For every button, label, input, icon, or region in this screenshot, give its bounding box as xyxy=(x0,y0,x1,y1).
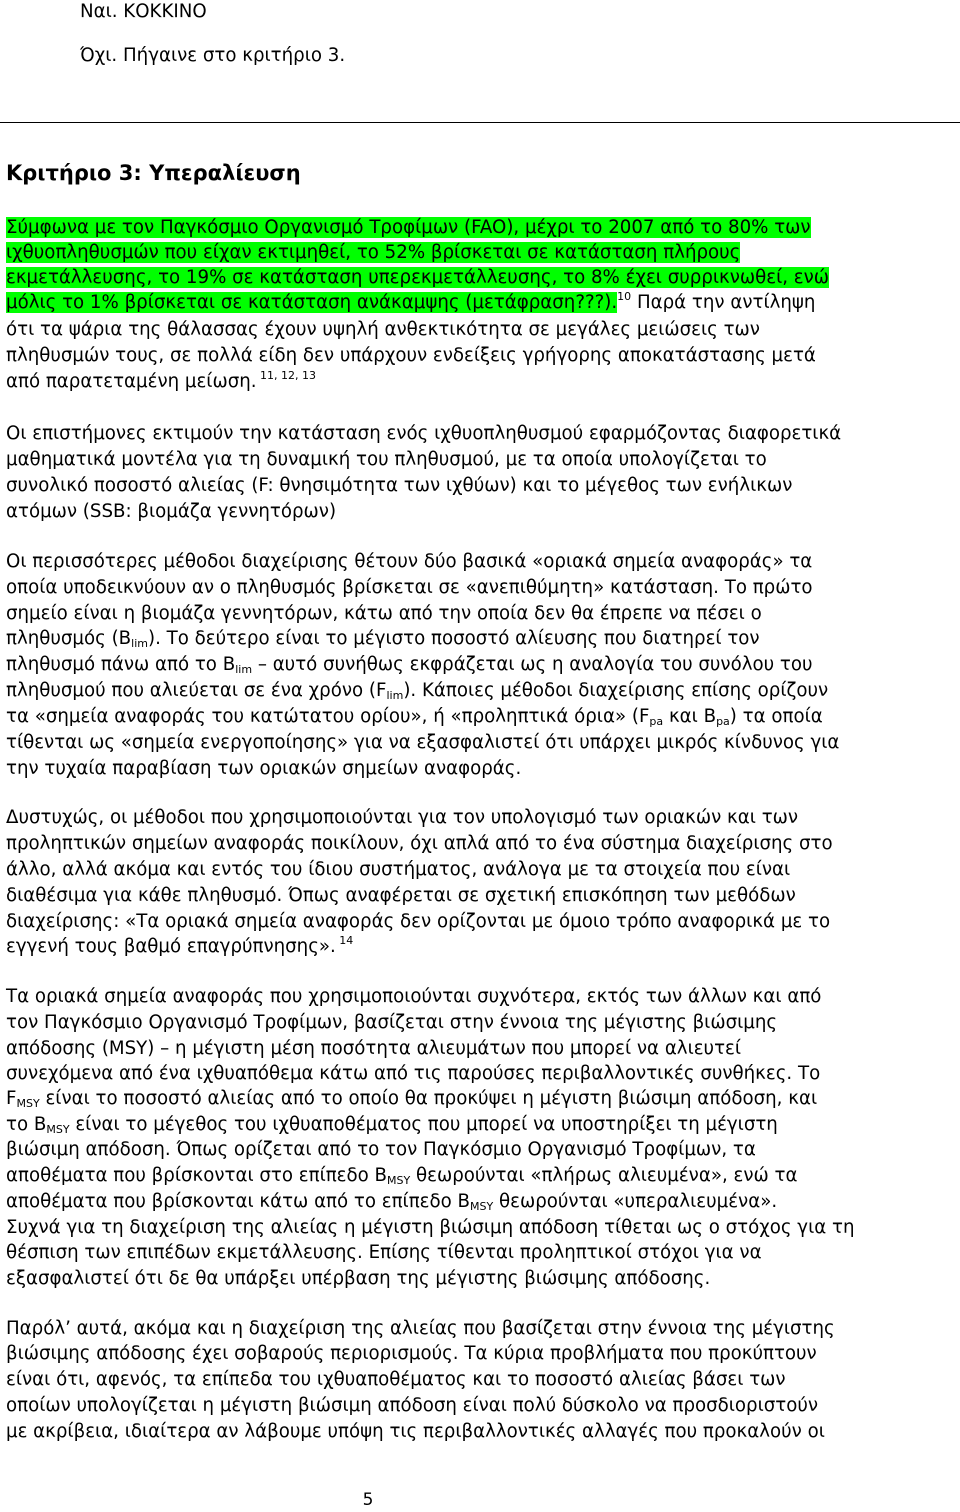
p3-line-4: πληθυσμός $(B_{lim})$. Το δεύτερο είναι το μέγιστο ποσοστό αλίευσης που διατηρεί τον xyxy=(6,628,760,650)
p1-line-7: από παρατεταμένη μείωση. $^{11, 12, 13}$ xyxy=(6,369,317,392)
footnote-ref-14: 14 xyxy=(335,934,354,947)
section-divider xyxy=(0,122,960,123)
p5-line-1: Τα οριακά σημεία αναφοράς που χρησιμοποιούνται συχνότερα, εκτός των άλλων και από xyxy=(6,986,822,1007)
p6-line-1: Παρόλ’ αυτά, ακόμα και η διαχείριση της αλιείας που βασίζεται στην έννοια της μέγιστης xyxy=(6,1318,835,1339)
footnote-ref-11-13: 11, 12, 13 xyxy=(256,369,317,382)
p5-line-7: βιώσιμη απόδοση. Όπως ορίζεται από το τον Παγκόσμιο Οργανισμό Τροφίμων, τα xyxy=(6,1139,756,1160)
p5-line-6: το $B_{MSY}$ είναι το μέγεθος του ιχθυαποθέματος που μπορεί να υποστηρίξει τη μέγιστη xyxy=(6,1114,778,1136)
p1-line-6: πληθυσμών τους, σε πολλά είδη δεν υπάρχουν ενδείξεις γρήγορης αποκατάστασης μετά xyxy=(6,345,816,366)
answer-no-line: Όχι. Πήγαινε στο κριτήριο 3. xyxy=(80,45,346,66)
p3-line-5: πληθυσμό πάνω από το $B_{lim}$ – αυτό συνήθως εκφράζεται ως η αναλογία του συνόλου του xyxy=(6,654,813,676)
p5-line-3: απόδοσης (MSY) – η μέγιστη μέση ποσότητα αλιευμάτων που μπορεί να αλιευτεί xyxy=(6,1038,742,1059)
p1-line-4: μόλις το 1% βρίσκεται σε κατάσταση ανάκαμψης (μετάφραση???).$^{10}$ Παρά την αντίληψη xyxy=(6,290,816,313)
p4-line-2: προληπτικών σημείων αναφοράς ποικίλουν, όχι απλά από το ένα σύστημα διαχείρισης στο xyxy=(6,833,833,854)
p3-line-1: Οι περισσότερες μέθοδοι διαχείρισης θέτουν δύο βασικά «οριακά σημεία αναφοράς» τα xyxy=(6,551,813,572)
p3-line-6: πληθυσμού που αλιεύεται σε ένα χρόνο $(F_{lim})$. Κάποιες μέθοδοι διαχείρισης επίσης ορίζουν xyxy=(6,680,829,702)
p5-line-9: αποθέματα που βρίσκονται κάτω από το επίπεδο $B_{MSY}$ θεωρούνται «υπεραλιευμένα». xyxy=(6,1191,778,1213)
p6-line-4: οποίων υπολογίζεται η μέγιστη βιώσιμη απόδοση είναι πολύ δύσκολο να προσδιοριστούν xyxy=(6,1395,819,1416)
p1-line-1: Σύμφωνα με τον Παγκόσμιο Οργανισμό Τροφίμων (FAO), μέχρι το 2007 από το 80% των xyxy=(6,217,811,238)
p2-line-4: ατόμων (SSB: βιομάζα γεννητόρων) xyxy=(6,501,337,522)
p1-line-3: εκμετάλλευσης, το 19% σε κατάσταση υπερεκμετάλλευσης, το 8% έχει συρρικνωθεί, ενώ xyxy=(6,267,830,288)
p2-line-1: Οι επιστήμονες εκτιμούν την κατάσταση ενός ιχθυοπληθυσμού εφαρμόζοντας διαφορετικά xyxy=(6,423,842,444)
p4-line-1: Δυστυχώς, οι μέθοδοι που χρησιμοποιούνται για τον υπολογισμό των οριακών και των xyxy=(6,807,799,828)
p5-line-8: αποθέματα που βρίσκονται στο επίπεδο $B_{MSY}$ θεωρούνται «πλήρως αλιευμένα», ενώ τα xyxy=(6,1165,798,1187)
p3-line-7: τα «σημεία αναφοράς του κατώτατου ορίου», ή «προληπτικά όρια» ($F_{pa}$ και $B_{pa}$) τα οποία xyxy=(6,706,823,728)
p3-line-9: την τυχαία παραβίαση των οριακών σημείων αναφοράς. xyxy=(6,758,522,779)
p3-line-3: σημείο είναι η βιομάζα γεννητόρων, κάτω από την οποία δεν θα έπρεπε να πέσει ο xyxy=(6,603,762,624)
p3-line-2: οποία υποδεικνύουν αν ο πληθυσμός βρίσκεται σε «ανεπιθύμητη» κατάσταση. Το πρώτο xyxy=(6,577,813,598)
answer-yes-line: Ναι. ΚΟΚΚΙΝΟ xyxy=(80,1,207,22)
section-heading: Κριτήριο 3: Υπεραλίευση xyxy=(6,161,301,185)
p6-line-5: με ακρίβεια, ιδιαίτερα αν λάβουμε υπόψη τις περιβαλλοντικές αλλαγές που προκαλούν οι xyxy=(6,1421,825,1442)
p2-line-2: μαθηματικά μοντέλα για τη δυναμική του πληθυσμού, με τα οποία υπολογίζεται το xyxy=(6,449,767,470)
p5-line-4: συνεχόμενα από ένα ιχθυαπόθεμα κάτω από τις παρούσες περιβαλλοντικές συνθήκες. Το xyxy=(6,1063,821,1084)
p4-line-5: διαχείρισης: «Τα οριακά σημεία αναφοράς δεν ορίζονται με όμοιο τρόπο αναφορικά με το xyxy=(6,911,831,932)
p5-line-5: $F_{MSY}$ είναι το ποσοστό αλιείας από το οποίο θα προκύψει η μέγιστη βιώσιμη απόδοση, και xyxy=(6,1088,818,1110)
p1-line-5: ότι τα ψάρια της θάλασσας έχουν υψηλή ανθεκτικότητα σε μεγάλες μειώσεις των xyxy=(6,319,760,340)
page-number: 5 xyxy=(362,1490,374,1510)
p5-line-11: θέσπιση των επιπέδων εκμετάλλευσης. Επίσης τίθενται προληπτικοί στόχοι για να xyxy=(6,1242,762,1263)
p5-line-10: Συχνά για τη διαχείριση της αλιείας η μέγιστη βιώσιμη απόδοση τίθεται ως ο στόχος για τη xyxy=(6,1217,855,1238)
p6-line-3: είναι ότι, αφενός, τα επίπεδα του ιχθυαποθέματος και το ποσοστό αλιείας βάσει των xyxy=(6,1369,786,1390)
p1-line-2: ιχθυοπληθυσμών που είχαν εκτιμηθεί, το 52% βρίσκεται σε κατάσταση πλήρους xyxy=(6,242,741,263)
p5-line-2: τον Παγκόσμιο Οργανισμό Τροφίμων, βασίζεται στην έννοια της μέγιστης βιώσιμης xyxy=(6,1012,778,1033)
p6-line-2: βιώσιμης απόδοσης έχει σοβαρούς περιορισμούς. Τα κύρια προβλήματα που προκύπτουν xyxy=(6,1343,817,1364)
p5-line-12: εξασφαλιστεί ότι δε θα υπάρξει υπέρβαση της μέγιστης βιώσιμης απόδοσης. xyxy=(6,1268,711,1289)
p4-line-3: άλλο, αλλά ακόμα και εντός του ίδιου συστήματος, ανάλογα με τα στοιχεία που είναι xyxy=(6,859,791,880)
footnote-ref-10: 10 xyxy=(617,290,632,303)
p4-line-4: διαθέσιμα για κάθε πληθυσμό. Όπως αναφέρεται σε σχετική επισκόπηση των μεθόδων xyxy=(6,885,796,906)
p3-line-8: τίθενται ως «σημεία ενεργοποίησης» για να εξασφαλιστεί ότι υπάρχει μικρός κίνδυνος για xyxy=(6,732,840,753)
p4-line-6: εγγενή τους βαθμό επαγρύπνησης». $^{14}$ xyxy=(6,934,354,957)
p2-line-3: συνολικό ποσοστό αλιείας (F: θνησιμότητα των ιχθύων) και το μέγεθος των ενήλικων xyxy=(6,475,793,496)
